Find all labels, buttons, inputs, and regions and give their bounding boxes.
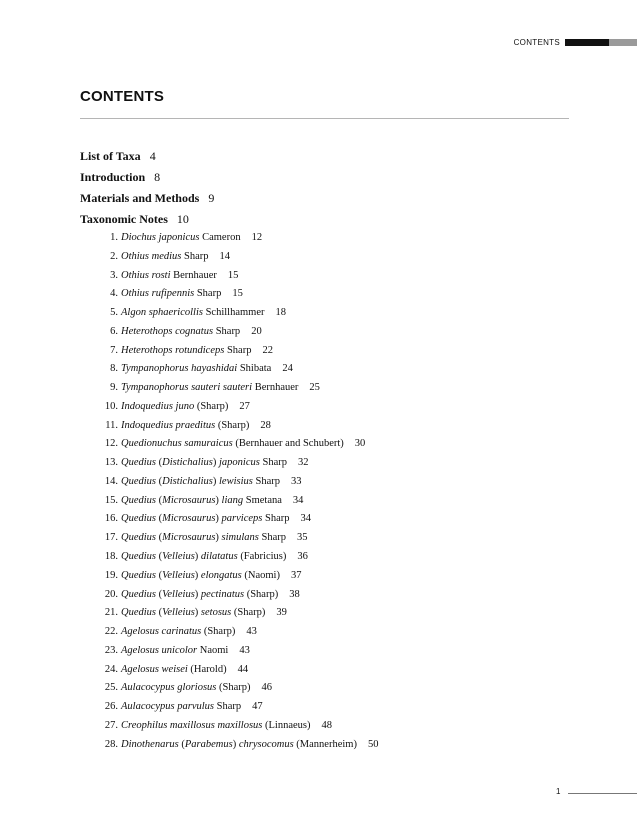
note-taxon-name — [121, 661, 227, 680]
taxon-italic-part: Microsaurus — [162, 513, 216, 525]
note-page: 50 — [367, 738, 379, 750]
note-page: 43 — [239, 644, 250, 656]
note-taxon-name — [121, 323, 240, 342]
note-taxon-name — [121, 529, 286, 548]
taxon-italic-part: Velleius — [162, 569, 195, 581]
note-taxon-name — [121, 567, 280, 586]
title-divider — [80, 118, 569, 119]
note-page: 18 — [275, 307, 286, 319]
note-number: 3. — [110, 269, 118, 281]
note-page: 28 — [260, 419, 271, 431]
note-number: 27. — [104, 719, 118, 731]
taxon-italic-part: setosus — [200, 607, 232, 619]
toc-note-entry[interactable] — [80, 267, 378, 286]
toc-note-entry[interactable] — [80, 679, 378, 698]
running-head — [514, 37, 637, 47]
note-taxon-name — [121, 736, 357, 755]
toc-entry-materials-and-methods[interactable] — [80, 188, 214, 209]
toc-entry-label: Materials and Methods — [80, 191, 200, 205]
toc-note-entry[interactable] — [80, 435, 378, 454]
taxon-italic-part: Diochus japonicus — [121, 232, 200, 243]
toc-note-entry[interactable] — [80, 604, 378, 623]
toc-note-entry[interactable] — [80, 248, 378, 267]
note-taxon-name — [121, 229, 241, 248]
taxon-italic-part: simulans — [221, 532, 259, 544]
taxon-author-part: Schillhammer — [202, 307, 265, 319]
toc-note-entry[interactable] — [80, 529, 378, 548]
toc-note-entry[interactable] — [80, 510, 378, 529]
note-taxon-name — [121, 267, 217, 286]
taxon-author-part: (Sharp) — [194, 400, 229, 412]
taxon-italic-part: Agelosus carinatus — [121, 626, 202, 638]
toc-sections — [80, 146, 214, 230]
taxon-author-part: ) — [194, 569, 201, 581]
note-page: 37 — [290, 569, 302, 581]
note-page: 15 — [227, 269, 239, 281]
taxon-italic-part: Indoquedius praeditus — [121, 419, 216, 431]
toc-entry-label: Introduction — [80, 170, 146, 184]
taxon-author-part: (Bernhauer and Schubert) — [232, 438, 344, 450]
taxon-italic-part: Creophilus maxillosus maxillosus — [121, 719, 263, 731]
note-number: 4. — [110, 288, 118, 300]
note-number: 14. — [104, 475, 118, 487]
taxon-author-part: (Harold) — [187, 663, 227, 675]
note-number: 11. — [105, 419, 118, 431]
note-number: 24. — [104, 663, 118, 675]
note-number: 7. — [110, 344, 118, 356]
taxon-author-part: ) — [194, 588, 201, 600]
note-taxon-name — [121, 342, 251, 361]
taxon-italic-part: Microsaurus — [162, 494, 216, 506]
taxon-italic-part: Tympanophorus sauteri sauteri — [121, 382, 253, 394]
note-number: 26. — [104, 701, 118, 713]
note-number: 21. — [104, 607, 118, 619]
taxon-italic-part: liang — [221, 494, 244, 506]
note-taxon-name — [121, 360, 271, 379]
note-number: 18. — [104, 551, 118, 563]
taxon-author-part: ) — [215, 513, 222, 525]
taxon-author-part: Sharp — [213, 325, 241, 337]
taxon-author-part: ) — [215, 494, 222, 506]
note-number: 13. — [104, 457, 118, 469]
taxon-author-part: ( — [156, 494, 163, 506]
running-head-text: CONTENTS — [513, 37, 560, 47]
taxon-italic-part: Quedius — [121, 532, 156, 544]
note-number: 17. — [104, 532, 118, 544]
taxon-author-part: Sharp — [262, 513, 290, 525]
taxon-italic-part: Velleius — [162, 607, 195, 619]
taxon-italic-part: pectinatus — [200, 588, 245, 600]
note-page: 24 — [282, 363, 293, 375]
note-taxon-name — [121, 454, 287, 473]
note-page: 34 — [300, 513, 311, 525]
taxon-italic-part: chrysocomus — [238, 738, 294, 750]
toc-note-entry[interactable] — [80, 717, 378, 736]
taxon-author-part: (Sharp) — [216, 682, 251, 694]
toc-entry-taxonomic-notes[interactable] — [80, 209, 214, 230]
note-number: 2. — [110, 250, 118, 262]
toc-note-entry[interactable] — [80, 586, 378, 605]
footer-rule — [568, 793, 637, 794]
toc-note-entry[interactable] — [80, 323, 378, 342]
note-taxon-name — [121, 492, 282, 511]
note-taxon-name — [121, 473, 280, 492]
toc-note-entry[interactable] — [80, 473, 378, 492]
taxon-italic-part: Indoquedius juno — [121, 400, 195, 412]
taxon-author-part: (Sharp) — [244, 588, 279, 600]
toc-entry-introduction[interactable] — [80, 167, 214, 188]
taxonomic-notes-list — [80, 229, 378, 754]
taxon-author-part: Sharp — [194, 288, 222, 300]
taxon-author-part: ) — [215, 532, 222, 544]
toc-entry-page: 8 — [154, 170, 161, 184]
taxon-author-part: ( — [156, 475, 163, 487]
taxon-italic-part: Aulacocypus parvulus — [121, 701, 215, 713]
taxon-italic-part: Heterothops rotundiceps — [121, 344, 225, 356]
note-taxon-name — [121, 623, 235, 642]
toc-note-entry[interactable] — [80, 548, 378, 567]
taxon-author-part: ) — [212, 475, 220, 487]
taxon-author-part: ) — [232, 738, 239, 750]
note-taxon-name — [121, 510, 289, 529]
taxon-author-part: (Fabricius) — [237, 551, 287, 563]
note-number: 9. — [110, 382, 118, 394]
taxon-italic-part: Agelosus weisei — [121, 663, 188, 675]
taxon-author-part: (Mannerheim) — [293, 738, 357, 750]
note-page: 30 — [354, 438, 366, 450]
taxon-author-part: (Sharp) — [231, 607, 266, 619]
note-number: 5. — [110, 307, 118, 319]
toc-note-entry[interactable] — [80, 698, 378, 717]
taxon-italic-part: Microsaurus — [162, 532, 216, 544]
note-page: 15 — [232, 288, 243, 300]
taxon-italic-part: lewisius — [219, 475, 253, 487]
taxon-italic-part: Tympanophorus hayashidai — [121, 363, 238, 375]
toc-note-entry[interactable] — [80, 342, 378, 361]
note-number: 15. — [104, 494, 118, 506]
taxon-author-part: ) — [212, 457, 220, 469]
taxon-italic-part: Agelosus unicolor — [121, 644, 198, 656]
note-taxon-name — [121, 285, 221, 304]
taxon-author-part: ( — [156, 588, 163, 600]
note-page: 33 — [290, 475, 302, 487]
taxon-author-part: Sharp — [252, 475, 280, 487]
toc-note-entry[interactable] — [80, 492, 378, 511]
taxon-italic-part: Quedius — [121, 607, 156, 619]
taxon-author-part: Sharp — [181, 250, 209, 262]
taxon-author-part: Sharp — [259, 457, 287, 469]
toc-note-entry[interactable] — [80, 736, 378, 755]
taxon-italic-part: Quedionuchus samuraicus — [121, 438, 233, 450]
taxon-italic-part: Othius rosti — [121, 269, 171, 281]
taxon-author-part: ( — [178, 738, 185, 750]
note-number: 28. — [104, 738, 118, 750]
taxon-author-part: Sharp — [224, 344, 252, 356]
note-page: 35 — [297, 532, 308, 544]
taxon-author-part: Cameron — [199, 232, 241, 243]
toc-note-entry[interactable] — [80, 661, 378, 680]
note-page: 46 — [261, 682, 272, 694]
note-taxon-name — [121, 548, 286, 567]
note-page: 47 — [252, 701, 263, 713]
taxon-author-part: (Sharp) — [215, 419, 250, 431]
taxon-italic-part: Othius medius — [121, 250, 182, 262]
note-taxon-name — [121, 698, 241, 717]
note-page: 22 — [262, 344, 273, 356]
toc-note-entry[interactable] — [80, 454, 378, 473]
note-page: 20 — [251, 325, 262, 337]
taxon-author-part: (Naomi) — [241, 569, 280, 581]
note-taxon-name — [121, 248, 209, 267]
note-number: 10. — [104, 400, 118, 412]
note-page: 32 — [297, 457, 309, 469]
taxon-author-part: ) — [194, 551, 201, 563]
note-page: 44 — [237, 663, 249, 675]
note-number: 8. — [110, 363, 118, 375]
note-page: 14 — [219, 250, 230, 262]
toc-note-entry[interactable] — [80, 304, 378, 323]
taxon-author-part: Shibata — [237, 363, 272, 375]
toc-entry-list-of-taxa[interactable] — [80, 146, 214, 167]
toc-entry-page: 4 — [149, 149, 156, 163]
note-number: 6. — [110, 325, 118, 337]
note-page: 43 — [246, 626, 257, 638]
note-page: 48 — [321, 719, 332, 731]
taxon-author-part: ( — [156, 607, 163, 619]
taxon-author-part: Sharp — [214, 701, 242, 713]
taxon-author-part: Smetana — [243, 494, 282, 506]
note-page: 36 — [297, 551, 308, 563]
taxon-author-part: Naomi — [197, 644, 229, 656]
note-page: 39 — [276, 607, 287, 619]
taxon-italic-part: Quedius — [121, 551, 156, 563]
taxon-italic-part: Quedius — [121, 457, 156, 469]
note-number: 19. — [104, 569, 118, 581]
note-number: 23. — [104, 644, 118, 656]
note-number: 25. — [104, 682, 118, 694]
toc-note-entry[interactable] — [80, 379, 378, 398]
toc-note-entry[interactable] — [80, 623, 378, 642]
note-taxon-name — [121, 679, 251, 698]
toc-note-entry[interactable] — [80, 417, 378, 436]
taxon-author-part: (Sharp) — [201, 626, 236, 638]
note-number: 22. — [104, 626, 118, 638]
note-page: 27 — [239, 400, 250, 412]
taxon-author-part: Sharp — [258, 532, 286, 544]
note-page: 34 — [292, 494, 304, 506]
taxon-italic-part: Quedius — [121, 513, 156, 525]
note-taxon-name — [121, 586, 278, 605]
page-number: 1 — [556, 787, 561, 796]
taxon-italic-part: Othius rufipennis — [121, 288, 195, 300]
taxon-italic-part: Quedius — [121, 588, 156, 600]
taxon-italic-part: Parabemus — [184, 738, 233, 750]
note-number: 16. — [104, 513, 118, 525]
taxon-author-part: ( — [156, 513, 163, 525]
taxon-italic-part: Aulacocypus gloriosus — [121, 682, 217, 694]
toc-note-entry[interactable] — [80, 229, 378, 248]
toc-note-entry[interactable] — [80, 285, 378, 304]
taxon-italic-part: japonicus — [219, 457, 260, 469]
note-taxon-name — [121, 435, 344, 454]
taxon-italic-part: elongatus — [200, 569, 242, 581]
taxon-author-part: ( — [156, 551, 163, 563]
toc-entry-page: 10 — [176, 212, 189, 226]
running-head-bar — [565, 39, 609, 46]
toc-entry-label: List of Taxa — [80, 149, 141, 163]
taxon-author-part: Bernhauer — [170, 269, 217, 281]
taxon-italic-part: Quedius — [121, 494, 156, 506]
note-taxon-name — [121, 604, 265, 623]
toc-entry-label: Taxonomic Notes — [80, 212, 168, 226]
taxon-author-part: (Linnaeus) — [262, 719, 311, 731]
taxon-italic-part: Dinothenarus — [121, 738, 179, 750]
taxon-author-part: Bernhauer — [252, 382, 299, 394]
note-taxon-name — [121, 717, 310, 736]
taxon-italic-part: Algon sphaericollis — [121, 307, 203, 319]
note-number: 20. — [104, 588, 118, 600]
taxon-author-part: ( — [156, 457, 163, 469]
taxon-italic-part: Distichalius — [162, 457, 213, 469]
taxon-italic-part: Velleius — [162, 551, 195, 563]
toc-note-entry[interactable] — [80, 642, 378, 661]
page-title: CONTENTS — [80, 88, 165, 105]
toc-note-entry[interactable] — [80, 398, 378, 417]
taxon-italic-part: Velleius — [162, 588, 195, 600]
taxon-italic-part: Quedius — [121, 475, 156, 487]
note-taxon-name — [121, 304, 265, 323]
note-page: 38 — [289, 588, 300, 600]
taxon-author-part: ) — [194, 607, 201, 619]
taxon-author-part: ( — [156, 532, 163, 544]
note-number: 12. — [104, 438, 118, 450]
note-number: 1. — [110, 232, 118, 243]
note-taxon-name — [121, 642, 228, 661]
taxon-italic-part: parviceps — [221, 513, 263, 525]
note-page: 25 — [309, 382, 320, 394]
note-page: 12 — [251, 232, 263, 243]
note-taxon-name — [121, 379, 298, 398]
running-head-bar-accent — [609, 39, 637, 46]
note-taxon-name — [121, 417, 249, 436]
taxon-italic-part: Quedius — [121, 569, 156, 581]
taxon-italic-part: Distichalius — [162, 475, 213, 487]
toc-entry-page: 9 — [208, 191, 215, 205]
note-taxon-name — [121, 398, 228, 417]
taxon-italic-part: Heterothops cognatus — [121, 325, 214, 337]
toc-note-entry[interactable] — [80, 360, 378, 379]
toc-note-entry[interactable] — [80, 567, 378, 586]
taxon-author-part: ( — [156, 569, 163, 581]
taxon-italic-part: dilatatus — [200, 551, 238, 563]
